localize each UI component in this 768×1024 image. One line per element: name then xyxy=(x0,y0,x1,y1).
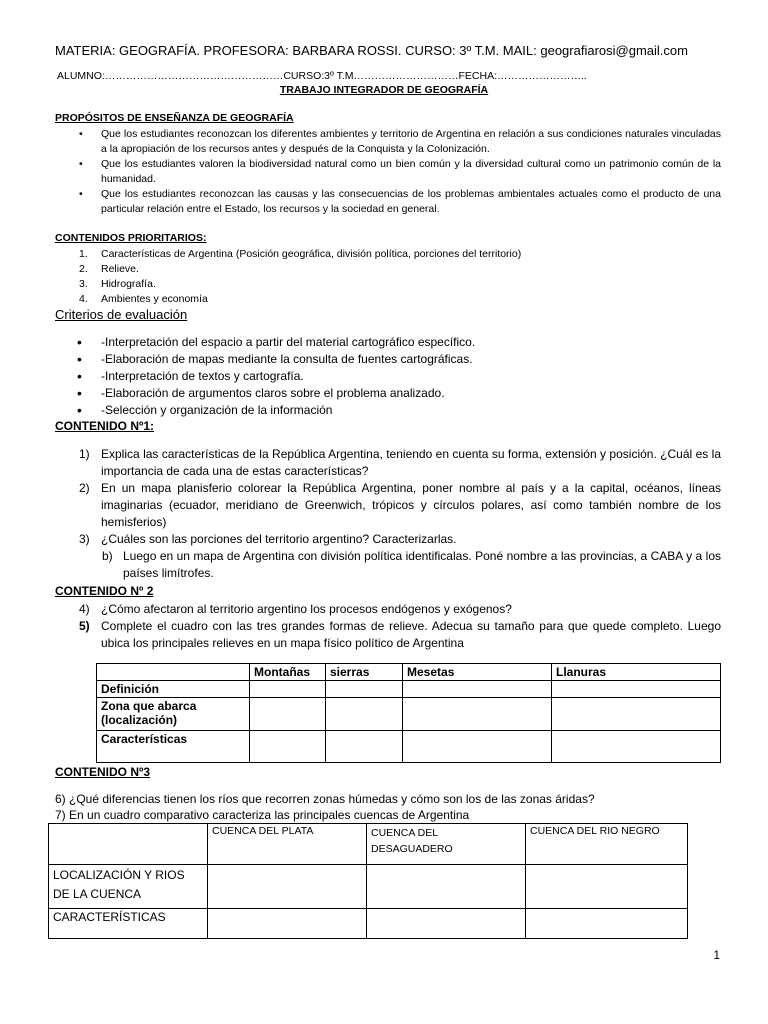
list-item: • Que los estudiantes valoren la biodiversidad natural como un bien común y la diversidad cultural como un patrimonio común de la humanidad. xyxy=(55,157,721,187)
question-number: 4) xyxy=(79,602,90,616)
item-text: Características de Argentina (Posición geográfica, división política, porciones del territorio) xyxy=(101,248,522,260)
contenidos-heading: CONTENIDOS PRIORITARIOS: xyxy=(55,232,207,244)
question-text: ¿Cuáles son las porciones del territorio argentino? Caracterizarlas. xyxy=(101,532,457,546)
item-text: Hidrografía. xyxy=(101,278,156,290)
item-number: 3. xyxy=(79,278,88,290)
table-row xyxy=(97,731,721,763)
question-item xyxy=(55,618,721,652)
propositos-heading: PROPÓSITOS DE ENSEÑANZA DE GEOGRAFÍA xyxy=(55,112,294,124)
list-item xyxy=(55,277,721,292)
table-cell[interactable] xyxy=(367,909,526,939)
list-item: • -Elaboración de mapas mediante la consulta de fuentes cartográficas. xyxy=(55,351,721,368)
row-label: Zona que abarca (localización) xyxy=(97,698,250,731)
table-cell[interactable] xyxy=(326,681,403,698)
table-cell[interactable] xyxy=(250,681,326,698)
item-number: 4. xyxy=(79,293,88,305)
criterios-list xyxy=(55,334,721,419)
table-cell[interactable] xyxy=(403,681,552,698)
question-item xyxy=(55,548,721,582)
question-text: Complete el cuadro con las tres grandes formas de relieve. Adecua su tamaño para que quede completo. Luego ubica los principales relieves en un mapa físico político de Argentina xyxy=(101,619,721,650)
table-header-cell: CUENCA DEL DESAGUADERO xyxy=(367,824,526,865)
row-label: LOCALIZACIÓN Y RIOS DE LA CUENCA xyxy=(49,865,208,909)
table-cell[interactable] xyxy=(403,698,552,731)
table-header-cell: Llanuras xyxy=(552,664,721,681)
table-cell[interactable] xyxy=(250,698,326,731)
contenido2-questions xyxy=(55,601,721,652)
question-text: Explica las características de la República Argentina, teniendo en cuenta su forma, extensión y posición. ¿Cuál es la importancia de cada una de estas características? xyxy=(101,447,721,478)
table-cell[interactable] xyxy=(526,909,688,939)
question-text: En un mapa planisferio colorear la República Argentina, poner nombre al país y a la capital, océanos, líneas imaginarias (ecuador, meridiano de Greenwich, trópicos y círculos polares, así como también nombre de los hemisferios) xyxy=(101,481,721,529)
contenidos-list xyxy=(55,247,721,307)
contenido2-heading: CONTENIDO Nº 2 xyxy=(55,584,154,598)
item-number: 1. xyxy=(79,248,88,260)
row-label: Definición xyxy=(97,681,250,698)
question-number: b) xyxy=(102,549,113,563)
table-cell[interactable] xyxy=(552,681,721,698)
question-item xyxy=(55,531,721,548)
contenido1-heading: CONTENIDO Nº1: xyxy=(55,419,155,433)
table-header-cell xyxy=(97,664,250,681)
header-line: MATERIA: GEOGRAFÍA. PROFESORA: BARBARA ROSSI. CURSO: 3º T.M. MAIL: geografiarosi@gmail.com xyxy=(55,43,688,58)
list-item xyxy=(55,262,721,277)
relieve-table xyxy=(96,663,721,763)
item-text: Ambientes y economía xyxy=(101,293,208,305)
item-number: 2. xyxy=(79,263,88,275)
question-number: 5) xyxy=(79,619,90,633)
cuencas-table xyxy=(48,823,688,939)
table-header-cell: CUENCA DEL RIO NEGRO xyxy=(526,824,688,865)
row-label: Características xyxy=(97,731,250,763)
list-item: • -Interpretación del espacio a partir del material cartográfico específico. xyxy=(55,334,721,351)
table-cell[interactable] xyxy=(367,865,526,909)
table-row xyxy=(97,681,721,698)
criterios-heading: Criterios de evaluación xyxy=(55,307,188,322)
student-info-line: ALUMNO:……………………………………………CURSO:3º T.M…………………………FECHA:…………………….. xyxy=(57,70,587,82)
table-header-cell: Mesetas xyxy=(403,664,552,681)
table-row xyxy=(49,865,688,909)
table-header-cell: sierras xyxy=(326,664,403,681)
table-cell[interactable] xyxy=(403,731,552,763)
table-cell[interactable] xyxy=(208,865,367,909)
table-cell[interactable] xyxy=(526,865,688,909)
list-item: • -Interpretación de textos y cartografía. xyxy=(55,368,721,385)
question-text: ¿Cómo afectaron al territorio argentino los procesos endógenos y exógenos? xyxy=(101,602,512,616)
table-header-cell: CUENCA DEL PLATA xyxy=(208,824,367,865)
question-item xyxy=(55,601,721,618)
question-number: 1) xyxy=(79,447,90,461)
question-6: 6) ¿Qué diferencias tienen los ríos que recorren zonas húmedas y cómo son los de las zonas áridas? xyxy=(55,792,595,806)
table-cell[interactable] xyxy=(552,698,721,731)
table-cell[interactable] xyxy=(326,731,403,763)
document-title: TRABAJO INTEGRADOR DE GEOGRAFÍA xyxy=(279,84,489,96)
list-item: • Que los estudiantes reconozcan las causas y las consecuencias de los problemas ambientales actuales como el producto de una particular relación entre el Estado, los recursos y la sociedad en general. xyxy=(55,187,721,217)
question-7: 7) En un cuadro comparativo caracteriza las principales cuencas de Argentina xyxy=(55,808,470,822)
item-text: Relieve. xyxy=(101,263,139,275)
table-cell[interactable] xyxy=(208,909,367,939)
table-header-cell: Montañas xyxy=(250,664,326,681)
table-header-row xyxy=(49,824,688,865)
list-item: • -Elaboración de argumentos claros sobre el problema analizado. xyxy=(55,385,721,402)
table-row xyxy=(97,698,721,731)
table-cell[interactable] xyxy=(552,731,721,763)
table-header-row xyxy=(97,664,721,681)
propositos-list xyxy=(55,127,721,217)
list-item: • -Selección y organización de la información xyxy=(55,402,721,419)
question-item xyxy=(55,446,721,480)
contenido3-heading: CONTENIDO Nº3 xyxy=(55,765,151,779)
table-header-cell xyxy=(49,824,208,865)
question-number: 3) xyxy=(79,532,90,546)
question-item xyxy=(55,480,721,531)
table-row xyxy=(49,909,688,939)
page-number: 1 xyxy=(713,948,720,962)
row-label: CARACTERÍSTICAS xyxy=(49,909,208,939)
table-cell[interactable] xyxy=(326,698,403,731)
table-cell[interactable] xyxy=(250,731,326,763)
contenido1-questions xyxy=(55,446,721,582)
question-text: Luego en un mapa de Argentina con división política identificalas. Poné nombre a las provincias, a CABA y a los países limítrofes. xyxy=(123,549,721,580)
list-item: • Que los estudiantes reconozcan los diferentes ambientes y territorio de Argentina en relación a sus condiciones naturales vinculadas a la apropiación de los recursos antes y después de la Conquista y la Colonización. xyxy=(55,127,721,157)
list-item xyxy=(55,247,721,262)
question-number: 2) xyxy=(79,481,90,495)
list-item xyxy=(55,292,721,307)
